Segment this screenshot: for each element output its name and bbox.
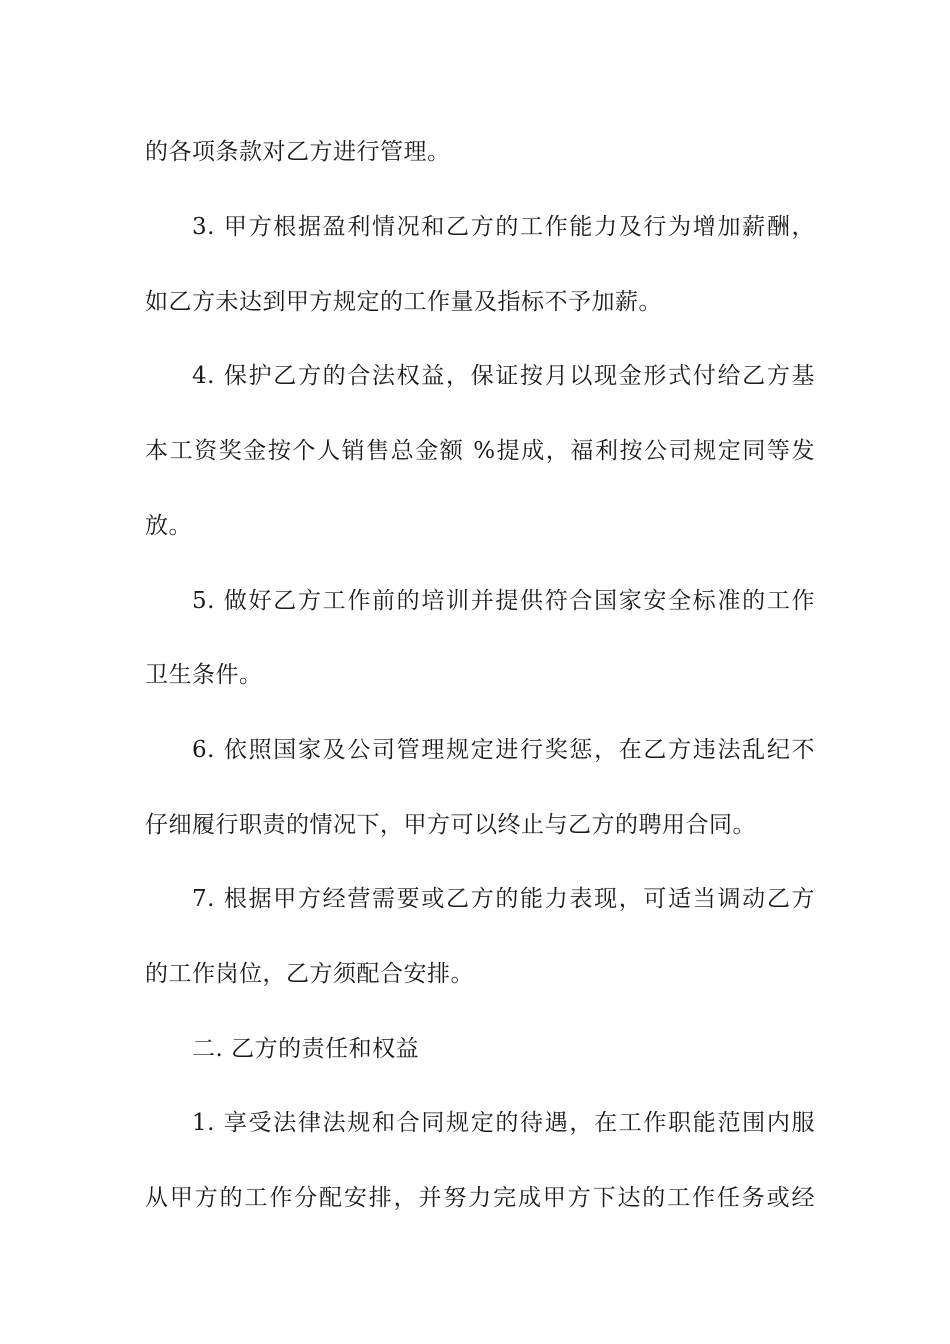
clause-a4-line-3: 放。 bbox=[145, 513, 192, 539]
clause-a3-line-1: 3. 甲方根据盈利情况和乙方的工作能力及行为增加薪酬， bbox=[192, 214, 815, 240]
clause-a7-line-2: 的工作岗位，乙方须配合安排。 bbox=[145, 961, 474, 987]
clause-a7-line-1: 7. 根据甲方经营需要或乙方的能力表现，可适当调动乙方 bbox=[192, 886, 815, 912]
clause-a4-line-1: 4. 保护乙方的合法权益，保证按月以现金形式付给乙方基 bbox=[192, 363, 815, 389]
clause-a6-line-1: 6. 依照国家及公司管理规定进行奖惩，在乙方违法乱纪不 bbox=[192, 737, 815, 763]
clause-b1-line-2: 从甲方的工作分配安排，并努力完成甲方下达的工作任务或经 bbox=[145, 1185, 815, 1211]
clause-a5-line-1: 5. 做好乙方工作前的培训并提供符合国家安全标准的工作 bbox=[192, 588, 815, 614]
clause-a3-line-2: 如乙方未达到甲方规定的工作量及指标不予加薪。 bbox=[145, 289, 662, 315]
section-heading-party-b: 二. 乙方的责任和权益 bbox=[192, 1036, 420, 1062]
clause-b1-line-1: 1. 享受法律法规和合同规定的待遇，在工作职能范围内服 bbox=[192, 1110, 815, 1136]
clause-a6-line-2: 仔细履行职责的情况下，甲方可以终止与乙方的聘用合同。 bbox=[145, 812, 756, 838]
text-line: 的各项条款对乙方进行管理。 bbox=[145, 139, 451, 165]
clause-a4-line-2: 本工资奖金按个人销售总金额 %提成，福利按公司规定同等发 bbox=[145, 438, 815, 464]
clause-a5-line-2: 卫生条件。 bbox=[145, 662, 263, 688]
